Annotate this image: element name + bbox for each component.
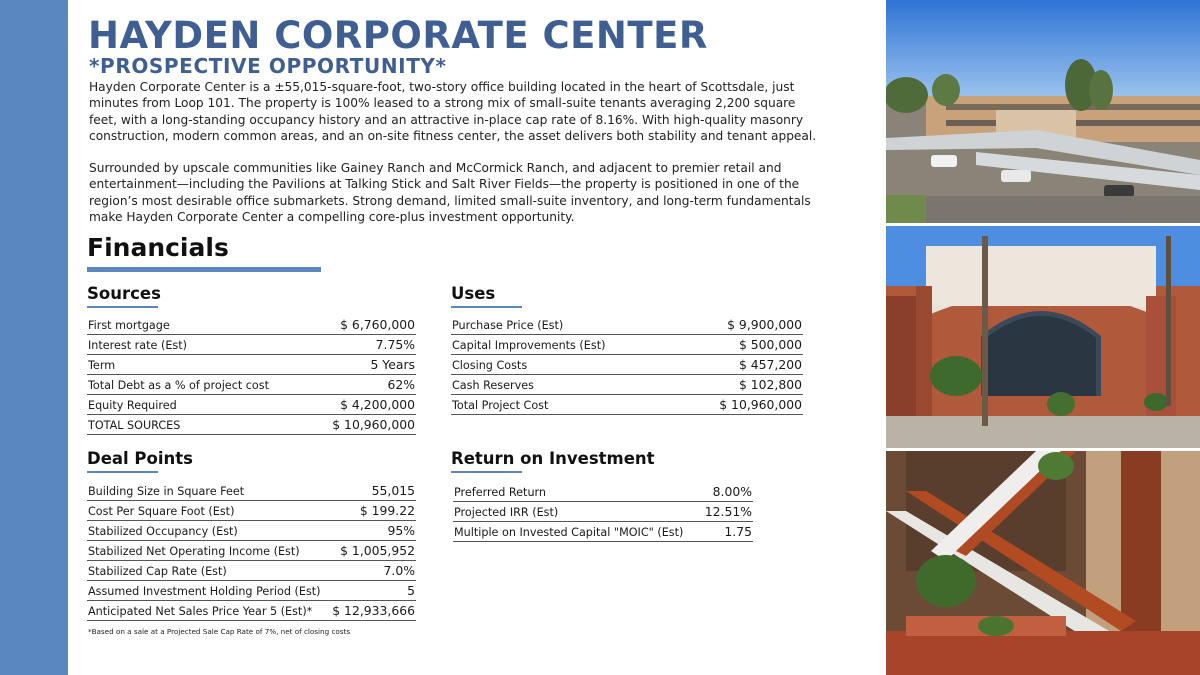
table-row — [87, 601, 416, 621]
deal-points-table — [87, 480, 416, 621]
table-row — [451, 334, 803, 354]
page-title: HAYDEN CORPORATE CENTER — [88, 14, 708, 57]
table-row — [453, 481, 753, 501]
row-label: Purchase Price (Est) — [451, 314, 679, 334]
roi-table — [453, 481, 753, 542]
footnote: *Based on a sale at a Projected Sale Cap Rate of 7%, net of closing costs — [88, 627, 351, 636]
sources-underline — [87, 306, 158, 308]
table-row — [87, 520, 416, 540]
row-value: 55,015 — [329, 480, 416, 500]
row-label: Projected IRR (Est) — [453, 501, 700, 521]
row-value: 5 Years — [312, 354, 416, 374]
row-value: $ 4,200,000 — [312, 394, 416, 414]
table-row — [87, 480, 416, 500]
row-value: 5 — [329, 580, 416, 600]
row-label: Stabilized Cap Rate (Est) — [87, 560, 329, 580]
row-label: Stabilized Net Operating Income (Est) — [87, 540, 329, 560]
row-value: 8.00% — [700, 481, 753, 501]
roi-underline — [451, 471, 522, 473]
row-value: 62% — [312, 374, 416, 394]
row-value: 95% — [329, 520, 416, 540]
row-value: $ 12,933,666 — [329, 601, 416, 621]
row-value: $ 457,200 — [679, 354, 803, 374]
table-row — [87, 354, 416, 374]
building-entrance-photo — [886, 226, 1200, 448]
row-label: Interest rate (Est) — [87, 334, 312, 354]
table-row — [451, 354, 803, 374]
row-label: Assumed Investment Holding Period (Est) — [87, 580, 329, 600]
row-label: Preferred Return — [453, 481, 700, 501]
table-row — [451, 314, 803, 334]
uses-table — [451, 314, 803, 415]
sources-table — [87, 314, 416, 435]
deal-points-underline — [87, 471, 158, 473]
uses-underline — [451, 306, 522, 308]
row-label: Term — [87, 354, 312, 374]
table-row — [451, 374, 803, 394]
table-row — [87, 500, 416, 520]
financials-heading: Financials — [87, 233, 229, 262]
table-row — [87, 540, 416, 560]
table-row — [87, 414, 416, 434]
row-value: $ 10,960,000 — [679, 394, 803, 414]
page-subtitle: *PROSPECTIVE OPPORTUNITY* — [89, 54, 447, 78]
row-value: $ 500,000 — [679, 334, 803, 354]
table-row — [453, 521, 753, 541]
deal-points-heading: Deal Points — [87, 449, 193, 468]
roi-heading: Return on Investment — [451, 449, 655, 468]
table-row — [451, 394, 803, 414]
row-label: Multiple on Invested Capital "MOIC" (Est) — [453, 521, 700, 541]
row-value: $ 6,760,000 — [312, 314, 416, 334]
table-row — [453, 501, 753, 521]
row-label: Stabilized Occupancy (Est) — [87, 520, 329, 540]
row-label: Building Size in Square Feet — [87, 480, 329, 500]
table-row — [87, 314, 416, 334]
interior-staircase-photo — [886, 451, 1200, 675]
row-label: Total Project Cost — [451, 394, 679, 414]
table-row — [87, 560, 416, 580]
table-row — [87, 580, 416, 600]
row-label: Equity Required — [87, 394, 312, 414]
financials-underline — [87, 267, 321, 272]
table-row — [87, 334, 416, 354]
row-value: 12.51% — [700, 501, 753, 521]
row-value: $ 199.22 — [329, 500, 416, 520]
row-label: Cost Per Square Foot (Est) — [87, 500, 329, 520]
row-value: $ 1,005,952 — [329, 540, 416, 560]
exterior-parking-photo — [886, 0, 1200, 223]
row-value: 7.0% — [329, 560, 416, 580]
row-label: First mortgage — [87, 314, 312, 334]
table-row — [87, 374, 416, 394]
row-value: $ 9,900,000 — [679, 314, 803, 334]
row-value: 1.75 — [700, 521, 753, 541]
sources-heading: Sources — [87, 284, 161, 303]
row-label: Anticipated Net Sales Price Year 5 (Est)* — [87, 601, 329, 621]
left-accent-band — [0, 0, 68, 675]
row-label: Cash Reserves — [451, 374, 679, 394]
row-value: 7.75% — [312, 334, 416, 354]
row-label: Total Debt as a % of project cost — [87, 374, 312, 394]
table-row — [87, 394, 416, 414]
row-label: Capital Improvements (Est) — [451, 334, 679, 354]
uses-heading: Uses — [451, 284, 496, 303]
row-value: $ 102,800 — [679, 374, 803, 394]
row-label: Closing Costs — [451, 354, 679, 374]
description-paragraph-2: Surrounded by upscale communities like Gainey Ranch and McCormick Ranch, and adjacent to premier retail and entertainment—including the Pavilions at Talking Stick and Salt River Fields—the property is positioned in one of the region’s most desirable office submarkets. Strong demand, limited small-suite inventory, and long-term fundamentals make Hayden Corporate Center a compelling core-plus investment opportunity. — [89, 161, 811, 224]
description-paragraph-1: Hayden Corporate Center is a ±55,015-square-foot, two-story office building located in the heart of Scottsdale, just minutes from Loop 101. The property is 100% leased to a strong mix of small-suite tenants averaging 2,200 square feet, with a long-standing occupancy history and an attractive in-place cap rate of 8.16%. With high-quality masonry construction, modern common areas, and an on-site fitness center, the asset delivers both stability and tenant appeal. — [89, 80, 817, 143]
row-value: $ 10,960,000 — [312, 414, 416, 434]
row-label: TOTAL SOURCES — [87, 414, 312, 434]
